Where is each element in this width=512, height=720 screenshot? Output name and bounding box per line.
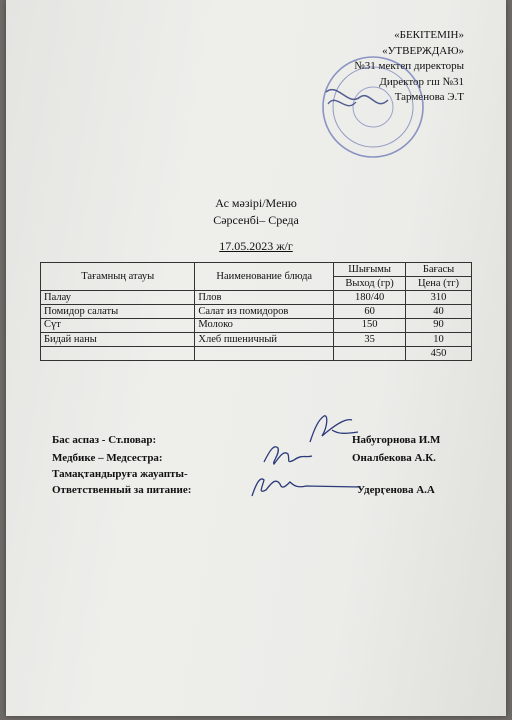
dish-yield: 60 [334, 305, 406, 319]
total-price: 450 [406, 347, 472, 361]
approval-line-4: Директор гш №31 [379, 75, 464, 88]
empty-cell [195, 347, 334, 361]
empty-cell [41, 347, 195, 361]
chef-role: Бас аспаз - Ст.повар: [52, 434, 157, 446]
header-price-ru: Цена (тг) [406, 277, 472, 291]
nurse-signature [262, 440, 372, 470]
table-row [41, 305, 472, 319]
dish-yield: 35 [334, 333, 406, 347]
approval-line-1: «БЕКІТЕМІН» [394, 29, 464, 41]
dish-price: 310 [406, 291, 472, 305]
approval-line-3: №31 мектеп директоры [354, 60, 464, 72]
dish-yield: 150 [334, 319, 406, 333]
table-row [41, 291, 472, 305]
header-kz-name: Тағамның атауы [41, 263, 195, 291]
responsible-signature [250, 470, 370, 500]
menu-title: Ас мәзірі/Меню [215, 196, 297, 210]
dish-price: 10 [406, 333, 472, 347]
nurse-name: Оналбекова А.К. [352, 452, 436, 464]
empty-cell [334, 347, 406, 361]
dish-ru: Молоко [195, 319, 334, 333]
table-header-row [41, 263, 472, 277]
dish-price: 90 [406, 319, 472, 333]
responsible-role-kz: Тамақтандыруға жауапты- [52, 468, 188, 480]
dish-price: 40 [406, 305, 472, 319]
dish-kz: Палау [41, 291, 195, 305]
header-yield-kz: Шығымы [334, 263, 406, 277]
dish-kz: Сүт [41, 319, 195, 333]
dish-ru: Плов [195, 291, 334, 305]
table-total-row [41, 347, 472, 361]
responsible-name: Удерӷенова А.А [357, 484, 435, 496]
school-stamp [318, 52, 428, 162]
responsible-role-ru: Ответственный за питание: [52, 484, 192, 496]
nurse-role: Медбике – Медсестра: [52, 452, 163, 464]
chef-name: Набугорнова И.М [352, 434, 441, 446]
header-price-kz: Бағасы [406, 263, 472, 277]
dish-yield: 180/40 [334, 291, 406, 305]
menu-day: Сәрсенбі– Среда [213, 213, 299, 227]
header-ru-name: Наименование блюда [195, 263, 334, 291]
menu-table [40, 262, 472, 361]
dish-ru: Салат из помидоров [195, 305, 334, 319]
header-yield-ru: Выход (гр) [334, 277, 406, 291]
menu-date: 17.05.2023 ж/г [219, 239, 293, 253]
dish-kz: Помидор салаты [41, 305, 195, 319]
table-row [41, 333, 472, 347]
approval-line-2: «УТВЕРЖДАЮ» [382, 44, 464, 57]
table-row [41, 319, 472, 333]
dish-ru: Хлеб пшеничный [195, 333, 334, 347]
approval-line-5: Тарменова Э.Т [394, 91, 464, 103]
dish-kz: Бидай наны [41, 333, 195, 347]
